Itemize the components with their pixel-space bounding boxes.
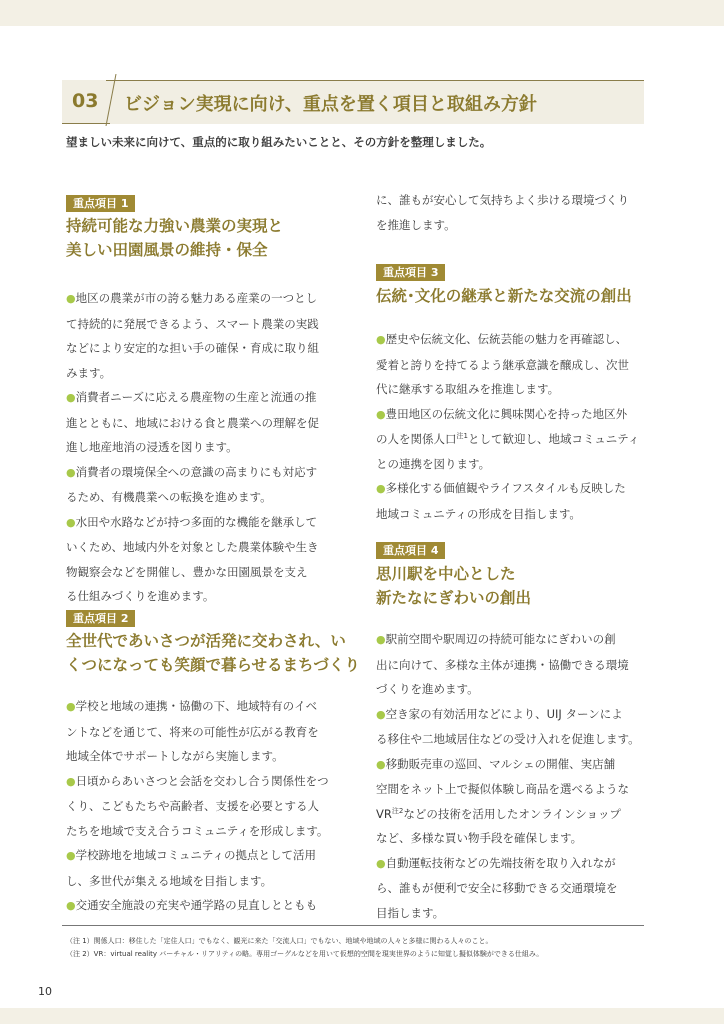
list-item: ●水田や水路などが持つ多面的な機能を継承して [66,514,318,529]
bullet-icon: ● [66,849,76,862]
section-number: 03 [72,90,99,112]
list-item-continuation: ら、誰もが便利で安全に移動できる交通環境を [376,881,618,895]
item-3-title: 伝統･文化の継承と新たな交流の創出 [376,287,632,305]
list-item: ●学校と地域の連携・協働の下、地域特有のイベ [66,699,318,713]
bullet-icon: ● [376,407,386,421]
item-1-title-line-1: 持続可能な力強い農業の実現と [66,217,284,235]
page-number: 10 [38,985,52,998]
bullet-icon: ● [66,899,76,912]
list-item-continuation: 空間をネット上で擬似体験し商品を選べるような [376,782,629,796]
list-item-continuation: 愛着と誇りを持てるよう継承意識を醸成し、次世 [376,357,629,372]
list-item-continuation: 出に向けて、多様な主体が連携・協働できる環境 [376,657,629,672]
item-3-badge: 重点項目 3 [376,264,445,281]
note-ref-2: 注2 [391,806,404,815]
list-item-continuation: の人を関係人口$^{注1}$として歓迎し、地域コミュニティ [376,432,640,446]
list-item: ●空き家の有効活用などにより、UIJ ターンによ [376,706,623,721]
list-item: ●自動運転技術などの先端技術を取り入れなが [376,855,616,870]
bullet-icon: ● [376,757,386,771]
top-band [0,0,724,26]
section-header [62,74,644,126]
list-item-continuation: 物観察会などを開催し、豊かな田園風景を支え [66,564,308,579]
bullet-icon: ● [66,774,76,788]
item-1-badge: 重点項目 1 [66,195,135,212]
list-item-continuation: ントなどを通じて、将来の可能性が広がる教育を [66,724,319,739]
list-item: ●消費者の環境保全への意識の高まりにも対応す [66,464,318,479]
list-item-continuation: し、多世代が集える地域を目指します。 [66,873,273,888]
list-item-continuation: る移住や二地域居住などの受け入れを促進します。 [376,732,640,746]
bullet-icon: ● [66,700,76,713]
list-item: ●学校跡地を地域コミュニティの拠点として活用 [66,848,316,862]
list-item-continuation: みます。 [66,365,112,380]
item-2-body [66,694,329,919]
item-2-title-line-2: くつになっても笑顔で暮らせるまちづくり [66,656,360,674]
list-item-continuation: などにより安定的な担い手の確保・育成に取り組 [66,341,319,355]
list-item: ●交通安全施設の充実や通学路の見直しとともも [66,898,318,912]
list-item-continuation: いくため、地域内外を対象とした農業体験や生き [66,540,319,554]
bullet-icon: ● [376,707,386,721]
bullet-icon: ● [376,856,386,870]
list-item: ●移動販売車の巡回、マルシェの開催、実店舗 [376,756,616,771]
list-item: ●駅前空間や駅周辺の持続可能なにぎわいの創 [376,632,616,646]
list-item-continuation: 進し地産地消の浸透を図ります。 [66,440,238,454]
item-2-title-line-1: 全世代であいさつが活発に交わされ、い [66,632,346,650]
bullet-icon: ● [376,633,386,646]
list-item: ●多様化する価値観やライフスタイルも反映した [376,481,626,495]
list-item: ●日頃からあいさつと会話を交わし合う関係性をつ [66,773,329,788]
list-item-continuation: など、多様な買い物手段を確保します。 [376,831,583,845]
item-3-body [376,327,639,526]
list-item-continuation: VR$^{注2}$などの技術を活用したオンラインショップ [376,806,621,821]
bullet-icon: ● [66,292,76,305]
bullet-icon: ● [376,333,386,346]
list-item-continuation: を推進します。 [376,217,456,232]
item-4-body [376,627,640,925]
list-item: ●歴史や伝統文化、伝統芸能の魅力を再確認し、 [376,332,628,346]
footnote-2: （注 2）VR：virtual reality バーチャル・リアリティの略。専用ゴーグルなどを用いて仮想的空間を現実世界のように知覚し擬似体験ができる仕組み。 [66,950,544,958]
section-lead: 望ましい未来に向けて、重点的に取り組みたいことと、その方針を整理しました。 [66,135,492,149]
list-item: ●消費者ニーズに応える農産物の生産と流通の推 [66,390,317,404]
list-item-continuation: 代に継承する取組みを推進します。 [376,382,560,396]
bullet-icon: ● [66,515,76,529]
bottom-band [0,1008,724,1024]
item-1-body [66,286,319,609]
item-2-body-continued [376,188,629,237]
item-1-title-line-2: 美しい田園風景の維持・保全 [66,241,268,259]
item-4-title-line-1: 思川駅を中心とした [376,565,516,583]
bullet-icon: ● [376,482,386,495]
list-item-continuation: て持続的に発展できるよう、スマート農業の実践 [66,316,319,331]
item-2-badge: 重点項目 2 [66,610,135,627]
bullet-icon: ● [66,465,76,479]
footnote-divider [62,925,644,926]
list-item-continuation: との連携を図ります。 [376,456,491,471]
list-item-continuation: 地域コミュニティの形成を目指します。 [376,506,581,521]
list-item-continuation: づくりを進めます。 [376,682,479,696]
list-item-continuation: くり、こどもたちや高齢者、支援を必要とする人 [66,799,319,813]
list-item-continuation: 地域全体でサポートしながら実施します。 [66,749,284,763]
list-item-continuation: るため、有機農業への転換を進めます。 [66,490,272,504]
list-item: ●豊田地区の伝統文化に興味関心を持った地区外 [376,406,628,421]
list-item-continuation: 進とともに、地域における食と農業への理解を促 [66,415,319,430]
list-item: ●地区の農業が市の誇る魅力ある産業の一つとし [66,291,318,305]
list-item-continuation: に、誰もが安心して気持ちよく歩ける環境づくり [376,193,629,207]
footnote-1: （注 1）関係人口：移住した「定住人口」でもなく、観光に来た「交流人口」でもない、地域や地域の人々と多様に関わる人々のこと。 [66,937,493,945]
bullet-icon: ● [66,391,76,404]
note-ref-1: 注1 [456,432,468,441]
section-title: ビジョン実現に向け、重点を置く項目と取組み方針 [124,94,537,115]
list-item-continuation: たちを地域で支え合うコミュニティを形成します。 [66,823,329,838]
item-4-title-line-2: 新たなにぎわいの創出 [376,589,532,607]
list-item-continuation: る仕組みづくりを進めます。 [66,589,215,603]
item-4-badge: 重点項目 4 [376,542,445,559]
list-item-continuation: 目指します。 [376,905,445,920]
